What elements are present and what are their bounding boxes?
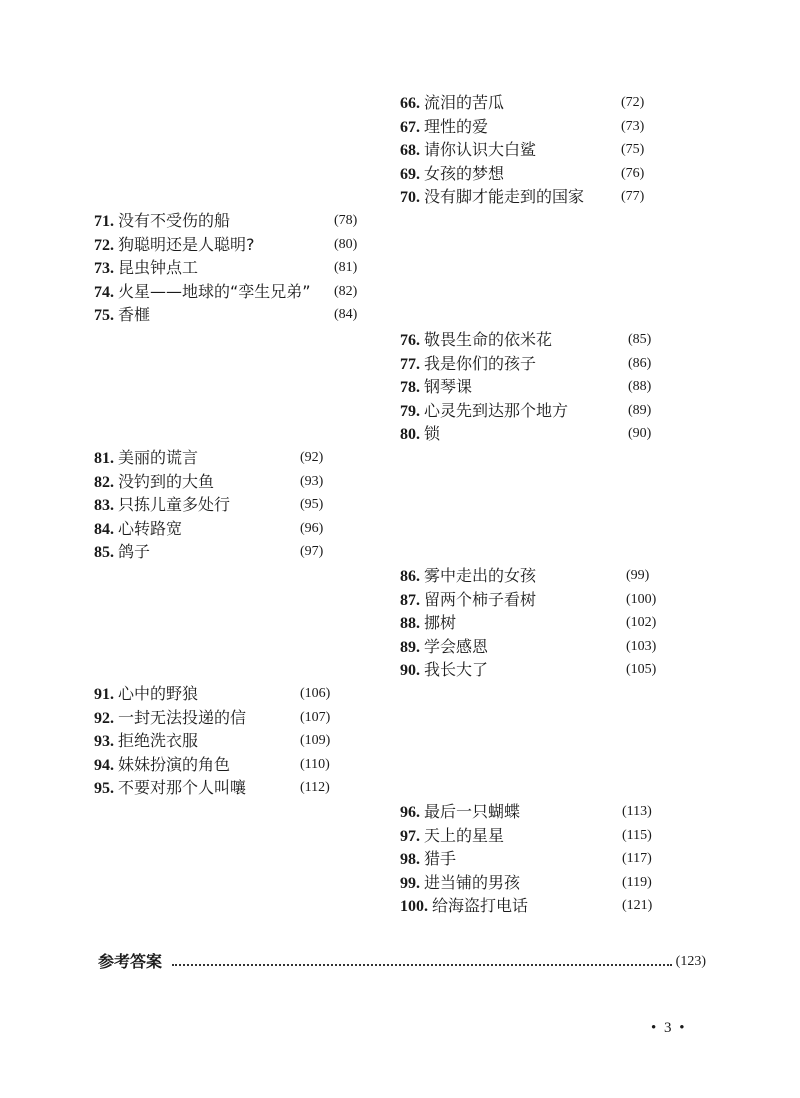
entry-page: (105) bbox=[626, 662, 657, 678]
toc-column-block bbox=[400, 564, 657, 682]
toc-entry[interactable] bbox=[400, 824, 652, 848]
answers-entry[interactable] bbox=[98, 950, 706, 974]
toc-entry[interactable] bbox=[94, 753, 330, 777]
entry-page: (76) bbox=[621, 165, 645, 181]
entry-title: 妹妹扮演的角色 bbox=[118, 754, 231, 774]
entry-number: 89. bbox=[400, 638, 420, 656]
toc-entry[interactable] bbox=[94, 303, 358, 327]
entry-page: (84) bbox=[334, 307, 358, 323]
entry-page: (90) bbox=[628, 426, 652, 442]
entry-page: (72) bbox=[621, 95, 645, 110]
toc-entry[interactable] bbox=[94, 446, 324, 470]
toc-entry[interactable] bbox=[94, 256, 358, 280]
toc-entry[interactable] bbox=[94, 776, 330, 800]
entry-number: 79. bbox=[400, 402, 420, 420]
entry-number: 85. bbox=[94, 544, 114, 562]
entry-page: (86) bbox=[628, 355, 652, 371]
entry-title: 心中的野狼 bbox=[118, 684, 199, 703]
entry-number: 73. bbox=[94, 260, 114, 278]
toc-entry[interactable] bbox=[400, 399, 652, 423]
entry-page: (75) bbox=[621, 142, 645, 158]
entry-number: 70. bbox=[400, 189, 420, 207]
entry-number: 100. bbox=[400, 898, 428, 916]
entry-page: (119) bbox=[622, 874, 652, 890]
toc-entry[interactable] bbox=[94, 233, 358, 257]
entry-title: 给海盗打电话 bbox=[432, 896, 529, 916]
toc-entry[interactable] bbox=[400, 894, 653, 918]
entry-number: 74. bbox=[94, 283, 114, 301]
entry-page: (82) bbox=[334, 283, 358, 299]
entry-title: 心转路宽 bbox=[118, 518, 183, 538]
toc-entry[interactable] bbox=[94, 517, 324, 541]
entry-number: 83. bbox=[94, 497, 114, 515]
entry-title: 天上的星星 bbox=[424, 825, 505, 845]
toc-entry[interactable] bbox=[400, 185, 645, 209]
toc-entry[interactable] bbox=[400, 871, 652, 895]
entry-number: 98. bbox=[400, 851, 420, 869]
entry-page: (77) bbox=[621, 189, 645, 205]
toc-entry[interactable] bbox=[400, 422, 652, 446]
entry-title: 心灵先到达那个地方 bbox=[424, 400, 569, 420]
toc-entry[interactable] bbox=[94, 209, 358, 233]
entry-page: (121) bbox=[622, 898, 653, 914]
entry-number: 68. bbox=[400, 142, 420, 160]
entry-number: 71. bbox=[94, 213, 114, 230]
entry-title: 钢琴课 bbox=[424, 377, 473, 397]
toc-entry[interactable] bbox=[94, 729, 331, 753]
entry-title: 流泪的苦瓜 bbox=[424, 93, 505, 112]
entry-title: 不要对那个人叫嚷 bbox=[118, 778, 247, 798]
toc-entry[interactable] bbox=[400, 611, 657, 635]
entry-title: 进当铺的男孩 bbox=[424, 872, 521, 892]
toc-entry[interactable] bbox=[400, 328, 652, 352]
entry-page: (96) bbox=[300, 520, 324, 536]
entry-page: (113) bbox=[622, 804, 652, 819]
entry-title: 挪树 bbox=[424, 613, 457, 633]
toc-entry[interactable] bbox=[400, 800, 652, 824]
entry-page: (85) bbox=[628, 332, 652, 347]
entry-number: 69. bbox=[400, 165, 420, 183]
page-number: • 3 • bbox=[651, 1020, 687, 1036]
toc-entry[interactable] bbox=[94, 682, 331, 706]
toc-entry[interactable] bbox=[400, 588, 657, 612]
entry-title: 我是你们的孩子 bbox=[424, 353, 537, 373]
toc-entry[interactable] bbox=[400, 375, 652, 399]
entry-title: 没钓到的大鱼 bbox=[118, 471, 215, 491]
entry-number: 88. bbox=[400, 615, 420, 633]
entry-title: 最后一只蝴蝶 bbox=[424, 802, 521, 821]
toc-entry[interactable] bbox=[94, 493, 324, 517]
entry-number: 82. bbox=[94, 473, 114, 491]
entry-number: 75. bbox=[94, 307, 114, 325]
entry-number: 92. bbox=[94, 709, 114, 727]
entry-number: 90. bbox=[400, 662, 420, 680]
entry-page: (115) bbox=[622, 827, 652, 843]
entry-title: 狗聪明还是人聪明? bbox=[118, 234, 255, 254]
entry-page: (102) bbox=[626, 615, 657, 631]
entry-page: (80) bbox=[334, 236, 358, 252]
entry-title: 我长大了 bbox=[424, 660, 489, 680]
entry-number: 91. bbox=[94, 686, 114, 703]
entry-page: (93) bbox=[300, 473, 324, 489]
toc-entry[interactable] bbox=[400, 564, 650, 588]
entry-title: 敬畏生命的依米花 bbox=[424, 330, 553, 349]
toc-column-block bbox=[400, 91, 645, 209]
entry-number: 77. bbox=[400, 355, 420, 373]
entry-number: 87. bbox=[400, 591, 420, 609]
entry-title: 没有脚才能走到的国家 bbox=[424, 187, 585, 207]
entry-number: 72. bbox=[94, 236, 114, 254]
entry-title: 请你认识大白鲨 bbox=[424, 140, 537, 160]
entry-title: 雾中走出的女孩 bbox=[424, 566, 537, 585]
entry-number: 97. bbox=[400, 827, 420, 845]
answers-page: (123) bbox=[675, 954, 706, 969]
entry-page: (106) bbox=[300, 686, 331, 701]
entry-number: 95. bbox=[94, 780, 114, 798]
entry-page: (95) bbox=[300, 497, 324, 513]
entry-number: 80. bbox=[400, 426, 420, 444]
entry-title: 理性的爱 bbox=[424, 116, 489, 136]
toc-entry[interactable] bbox=[400, 658, 657, 682]
entry-page: (99) bbox=[626, 568, 650, 583]
toc-column-block bbox=[94, 682, 331, 800]
entry-number: 76. bbox=[400, 332, 420, 349]
entry-page: (88) bbox=[628, 379, 652, 395]
entry-title: 猎手 bbox=[424, 849, 457, 869]
toc-entry[interactable] bbox=[94, 540, 324, 564]
toc-entry[interactable] bbox=[94, 280, 358, 304]
toc-column-block bbox=[400, 800, 653, 918]
entry-title: 锁 bbox=[424, 424, 441, 444]
entry-title: 火星——地球的“孪生兄弟” bbox=[118, 281, 311, 301]
toc-entry[interactable] bbox=[400, 162, 645, 186]
entry-page: (110) bbox=[300, 756, 330, 772]
entry-page: (78) bbox=[334, 213, 358, 228]
entry-page: (92) bbox=[300, 450, 324, 465]
toc-entry[interactable] bbox=[400, 91, 645, 115]
entry-number: 93. bbox=[94, 733, 114, 751]
entry-number: 78. bbox=[400, 379, 420, 397]
entry-page: (100) bbox=[626, 591, 657, 607]
toc-column-block bbox=[94, 209, 358, 327]
toc-entry[interactable] bbox=[400, 352, 652, 376]
entry-number: 86. bbox=[400, 568, 420, 585]
toc-entry[interactable] bbox=[400, 635, 657, 659]
entry-title: 女孩的梦想 bbox=[424, 163, 505, 183]
toc-entry[interactable] bbox=[400, 115, 645, 139]
entry-title: 香榧 bbox=[118, 305, 151, 325]
toc-entry[interactable] bbox=[94, 470, 324, 494]
entry-number: 67. bbox=[400, 118, 420, 136]
entry-number: 96. bbox=[400, 804, 420, 821]
entry-number: 66. bbox=[400, 95, 420, 112]
entry-number: 84. bbox=[94, 520, 114, 538]
entry-page: (109) bbox=[300, 733, 331, 749]
entry-page: (103) bbox=[626, 638, 657, 654]
entry-title: 一封无法投递的信 bbox=[118, 707, 247, 727]
toc-entry[interactable] bbox=[400, 138, 645, 162]
entry-page: (97) bbox=[300, 544, 324, 560]
entry-page: (117) bbox=[622, 851, 652, 867]
entry-page: (107) bbox=[300, 709, 331, 725]
entry-page: (89) bbox=[628, 402, 652, 418]
entry-title: 留两个柿子看树 bbox=[424, 589, 537, 609]
entry-number: 94. bbox=[94, 756, 114, 774]
entry-title: 学会感恩 bbox=[424, 636, 489, 656]
entry-number: 99. bbox=[400, 874, 420, 892]
answers-title: 参考答案 bbox=[98, 952, 163, 971]
toc-entry[interactable] bbox=[400, 847, 652, 871]
entry-title: 鸽子 bbox=[118, 542, 151, 562]
entry-page: (112) bbox=[300, 780, 330, 796]
entry-title: 美丽的谎言 bbox=[118, 448, 199, 467]
entry-page: (81) bbox=[334, 260, 358, 276]
entry-title: 拒绝洗衣服 bbox=[118, 731, 199, 751]
entry-title: 没有不受伤的船 bbox=[118, 211, 231, 230]
entry-number: 81. bbox=[94, 450, 114, 467]
entry-page: (73) bbox=[621, 118, 645, 134]
dot-leader bbox=[172, 964, 672, 966]
entry-title: 只拣儿童多处行 bbox=[118, 495, 231, 515]
toc-entry[interactable] bbox=[94, 706, 331, 730]
entry-title: 昆虫钟点工 bbox=[118, 258, 199, 278]
toc-column-block bbox=[94, 446, 324, 564]
toc-column-block bbox=[400, 328, 652, 446]
